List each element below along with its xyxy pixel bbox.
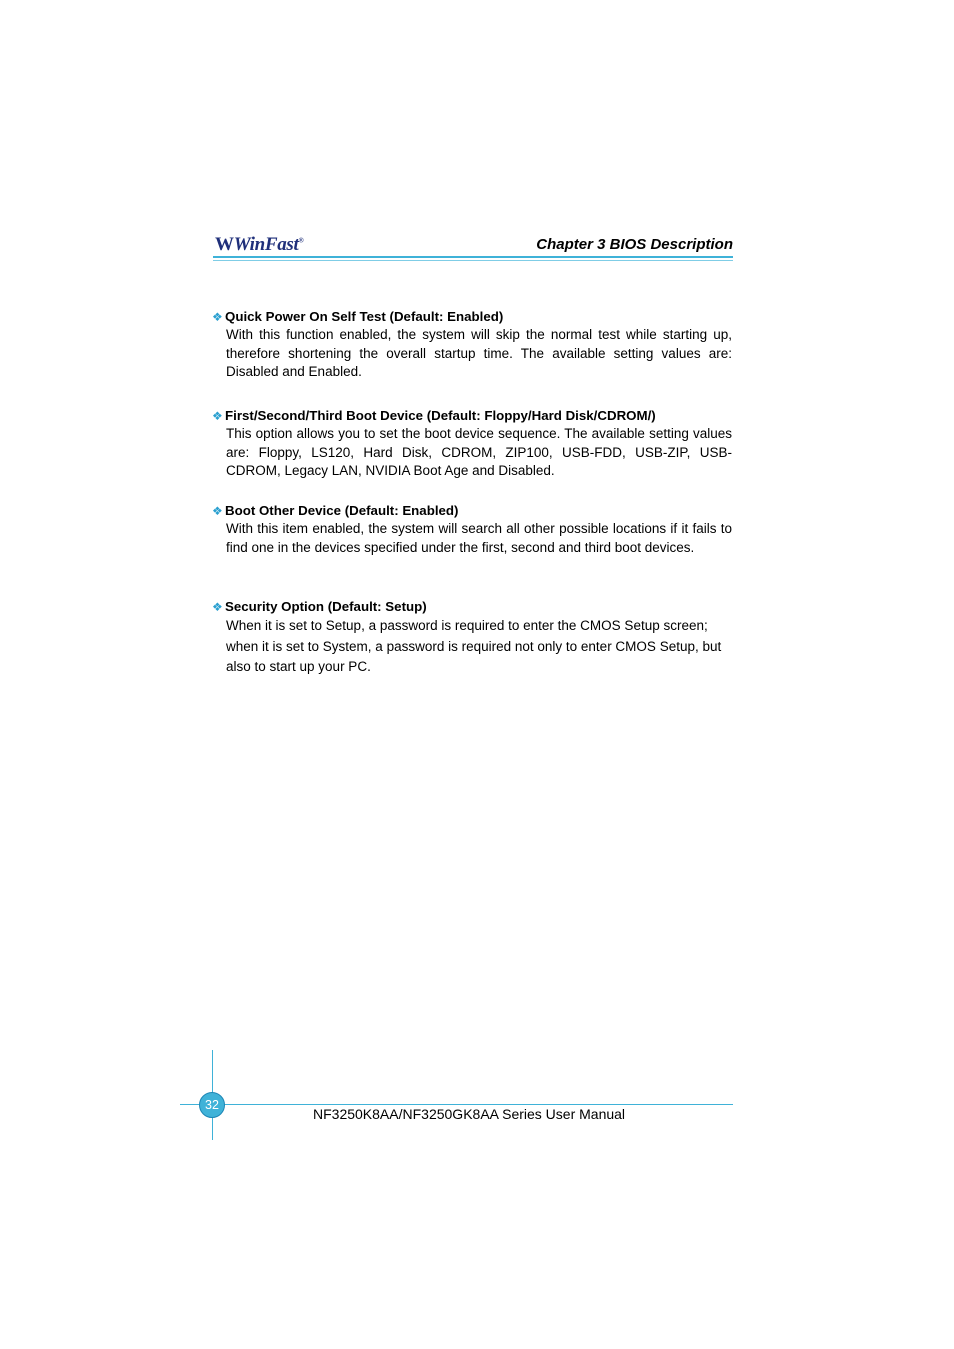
footer-divider [180, 1104, 733, 1105]
section-body: With this function enabled, the system will skip the normal test while starting up, therefore shortening the overall startup time. The available setting values are: Disabled and Enabled. [226, 327, 732, 379]
section-boot-device [212, 407, 732, 481]
section-heading [212, 407, 732, 425]
diamond-bullet-icon: ❖ [212, 310, 223, 324]
section-quick-post [212, 308, 732, 382]
section-body: When it is set to Setup, a password is required to enter the CMOS Setup screen; when it is set to System, a password is required not only to enter CMOS Setup, but also to start up your PC. [226, 618, 722, 674]
section-boot-other-device [212, 502, 732, 557]
section-security-option [212, 598, 732, 678]
section-heading-text: First/Second/Third Boot Device (Default: Floppy/Hard Disk/CDROM/) [225, 408, 656, 423]
header-divider [213, 256, 733, 258]
section-heading-text: Boot Other Device (Default: Enabled) [225, 503, 459, 518]
manual-title: NF3250K8AA/NF3250GK8AA Series User Manual [313, 1106, 626, 1122]
diamond-bullet-icon: ❖ [212, 504, 223, 518]
chapter-title: Chapter 3 BIOS Description [536, 236, 733, 253]
section-heading [212, 598, 732, 616]
page-number-badge: 32 [199, 1092, 225, 1118]
diamond-bullet-icon: ❖ [212, 600, 223, 614]
registered-icon: ® [298, 236, 304, 245]
section-heading-text: Quick Power On Self Test (Default: Enabled) [225, 309, 504, 324]
section-heading [212, 502, 732, 520]
section-heading-text: Security Option (Default: Setup) [225, 599, 427, 614]
logo-text: WinFast [233, 234, 299, 255]
winfast-logo [215, 234, 303, 256]
logo-mark-icon: W [215, 234, 234, 255]
section-heading [212, 308, 732, 326]
diamond-bullet-icon: ❖ [212, 409, 223, 423]
section-body: This option allows you to set the boot device sequence. The available setting values are: Floppy, LS120, Hard Disk, CDROM, ZIP100, USB-FDD, USB-ZIP, USB-CDROM, Legacy LAN, NVIDIA Boot Age and Disabled. [226, 426, 732, 478]
header-divider-thin [213, 260, 733, 261]
section-body: With this item enabled, the system will search all other possible locations if it fails to find one in the devices specified under the first, second and third boot devices. [226, 521, 732, 555]
